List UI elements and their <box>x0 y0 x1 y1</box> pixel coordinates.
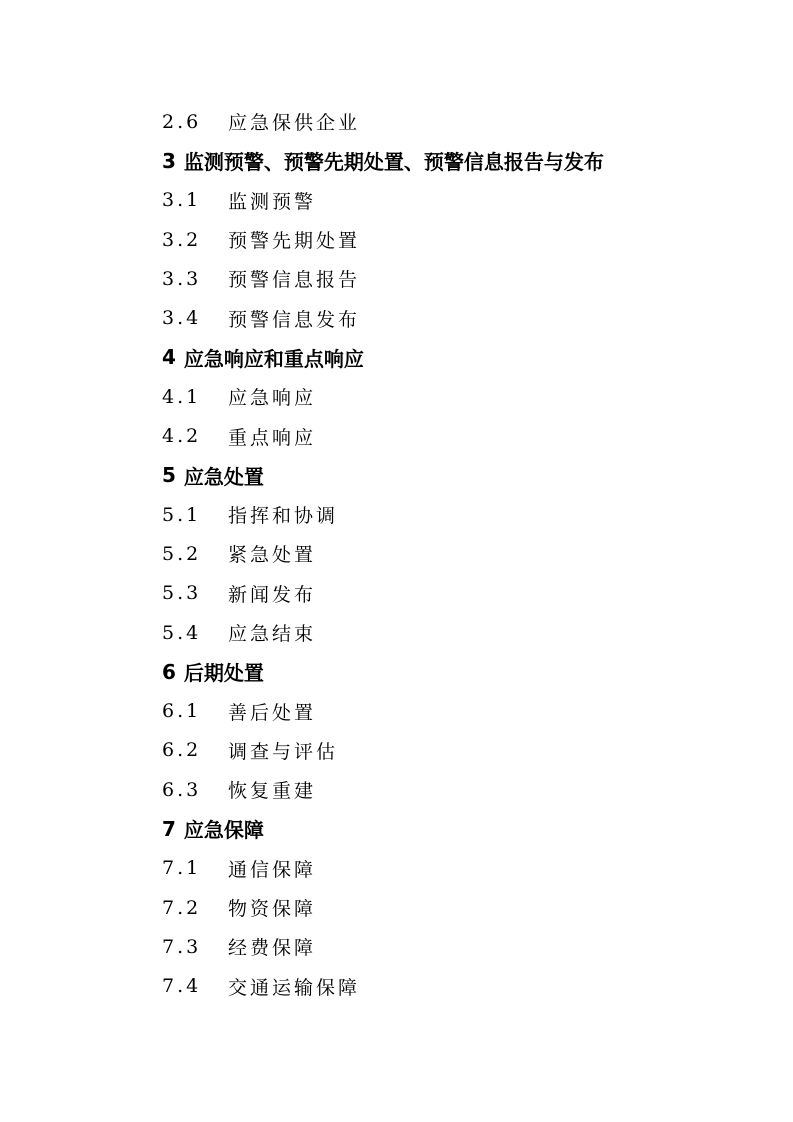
section-number: 5.4 <box>162 621 202 644</box>
section-number: 5.2 <box>162 542 202 565</box>
toc-entry-5-1 <box>162 495 604 534</box>
section-title: 调查与评估 <box>228 740 339 763</box>
toc-entry-5-3 <box>162 574 604 613</box>
section-number: 6.2 <box>162 739 202 762</box>
section-title: 应急保障 <box>183 818 264 843</box>
toc-heading-4 <box>162 338 604 377</box>
section-number: 3.4 <box>162 307 202 330</box>
toc-entry-7-2 <box>162 888 604 927</box>
section-number: 4.1 <box>162 385 202 408</box>
section-title: 物资保障 <box>228 898 317 921</box>
toc-heading-3 <box>162 141 604 180</box>
toc-entry-6-3 <box>162 770 604 809</box>
toc-entry-4-2 <box>162 416 604 455</box>
toc-entry-3-4 <box>162 298 604 337</box>
section-title: 经费保障 <box>228 937 317 960</box>
toc-entry-3-3 <box>162 259 604 298</box>
section-number: 7.1 <box>162 857 202 880</box>
toc-entry-7-4 <box>162 967 604 1006</box>
section-title: 监测预警 <box>228 190 317 213</box>
section-title: 重点响应 <box>228 426 317 449</box>
section-title: 应急响应和重点响应 <box>183 346 364 371</box>
section-number: 7 <box>162 816 176 841</box>
section-title: 预警信息报告 <box>228 269 361 292</box>
section-number: 4 <box>162 345 176 370</box>
section-title: 新闻发布 <box>228 583 317 606</box>
section-number: 5 <box>162 463 176 488</box>
section-number: 2.6 <box>162 110 202 133</box>
section-number: 4.2 <box>162 425 202 448</box>
section-title: 后期处置 <box>183 661 264 686</box>
section-title: 善后处置 <box>228 701 317 724</box>
section-title: 预警先期处置 <box>228 230 361 253</box>
toc-entry-3-1 <box>162 181 604 220</box>
table-of-contents <box>162 102 604 1006</box>
section-number: 6.1 <box>162 700 202 723</box>
section-title: 预警信息发布 <box>228 308 361 331</box>
section-number: 3 <box>162 148 176 173</box>
section-number: 7.4 <box>162 975 202 998</box>
toc-entry-2-6 <box>162 102 604 141</box>
toc-entry-5-2 <box>162 534 604 573</box>
toc-heading-7 <box>162 809 604 848</box>
toc-heading-6 <box>162 652 604 691</box>
section-title: 监测预警、预警先期处置、预警信息报告与发布 <box>183 150 604 175</box>
section-title: 交通运输保障 <box>228 976 361 999</box>
toc-entry-6-1 <box>162 691 604 730</box>
section-title: 通信保障 <box>228 858 317 881</box>
section-number: 6 <box>162 659 176 684</box>
section-title: 紧急处置 <box>228 544 317 567</box>
toc-entry-7-3 <box>162 927 604 966</box>
toc-entry-5-4 <box>162 613 604 652</box>
section-title: 应急处置 <box>183 464 264 489</box>
toc-heading-5 <box>162 456 604 495</box>
section-title: 恢复重建 <box>228 780 317 803</box>
section-number: 5.1 <box>162 503 202 526</box>
section-number: 7.2 <box>162 896 202 919</box>
section-title: 应急响应 <box>228 387 317 410</box>
toc-entry-6-2 <box>162 731 604 770</box>
section-number: 7.3 <box>162 935 202 958</box>
section-title: 指挥和协调 <box>228 505 339 528</box>
section-title: 应急保供企业 <box>228 112 361 135</box>
section-number: 3.1 <box>162 189 202 212</box>
section-number: 3.3 <box>162 267 202 290</box>
toc-entry-7-1 <box>162 849 604 888</box>
toc-entry-3-2 <box>162 220 604 259</box>
section-number: 3.2 <box>162 228 202 251</box>
section-number: 6.3 <box>162 778 202 801</box>
section-number: 5.3 <box>162 582 202 605</box>
toc-entry-4-1 <box>162 377 604 416</box>
section-title: 应急结束 <box>228 623 317 645</box>
